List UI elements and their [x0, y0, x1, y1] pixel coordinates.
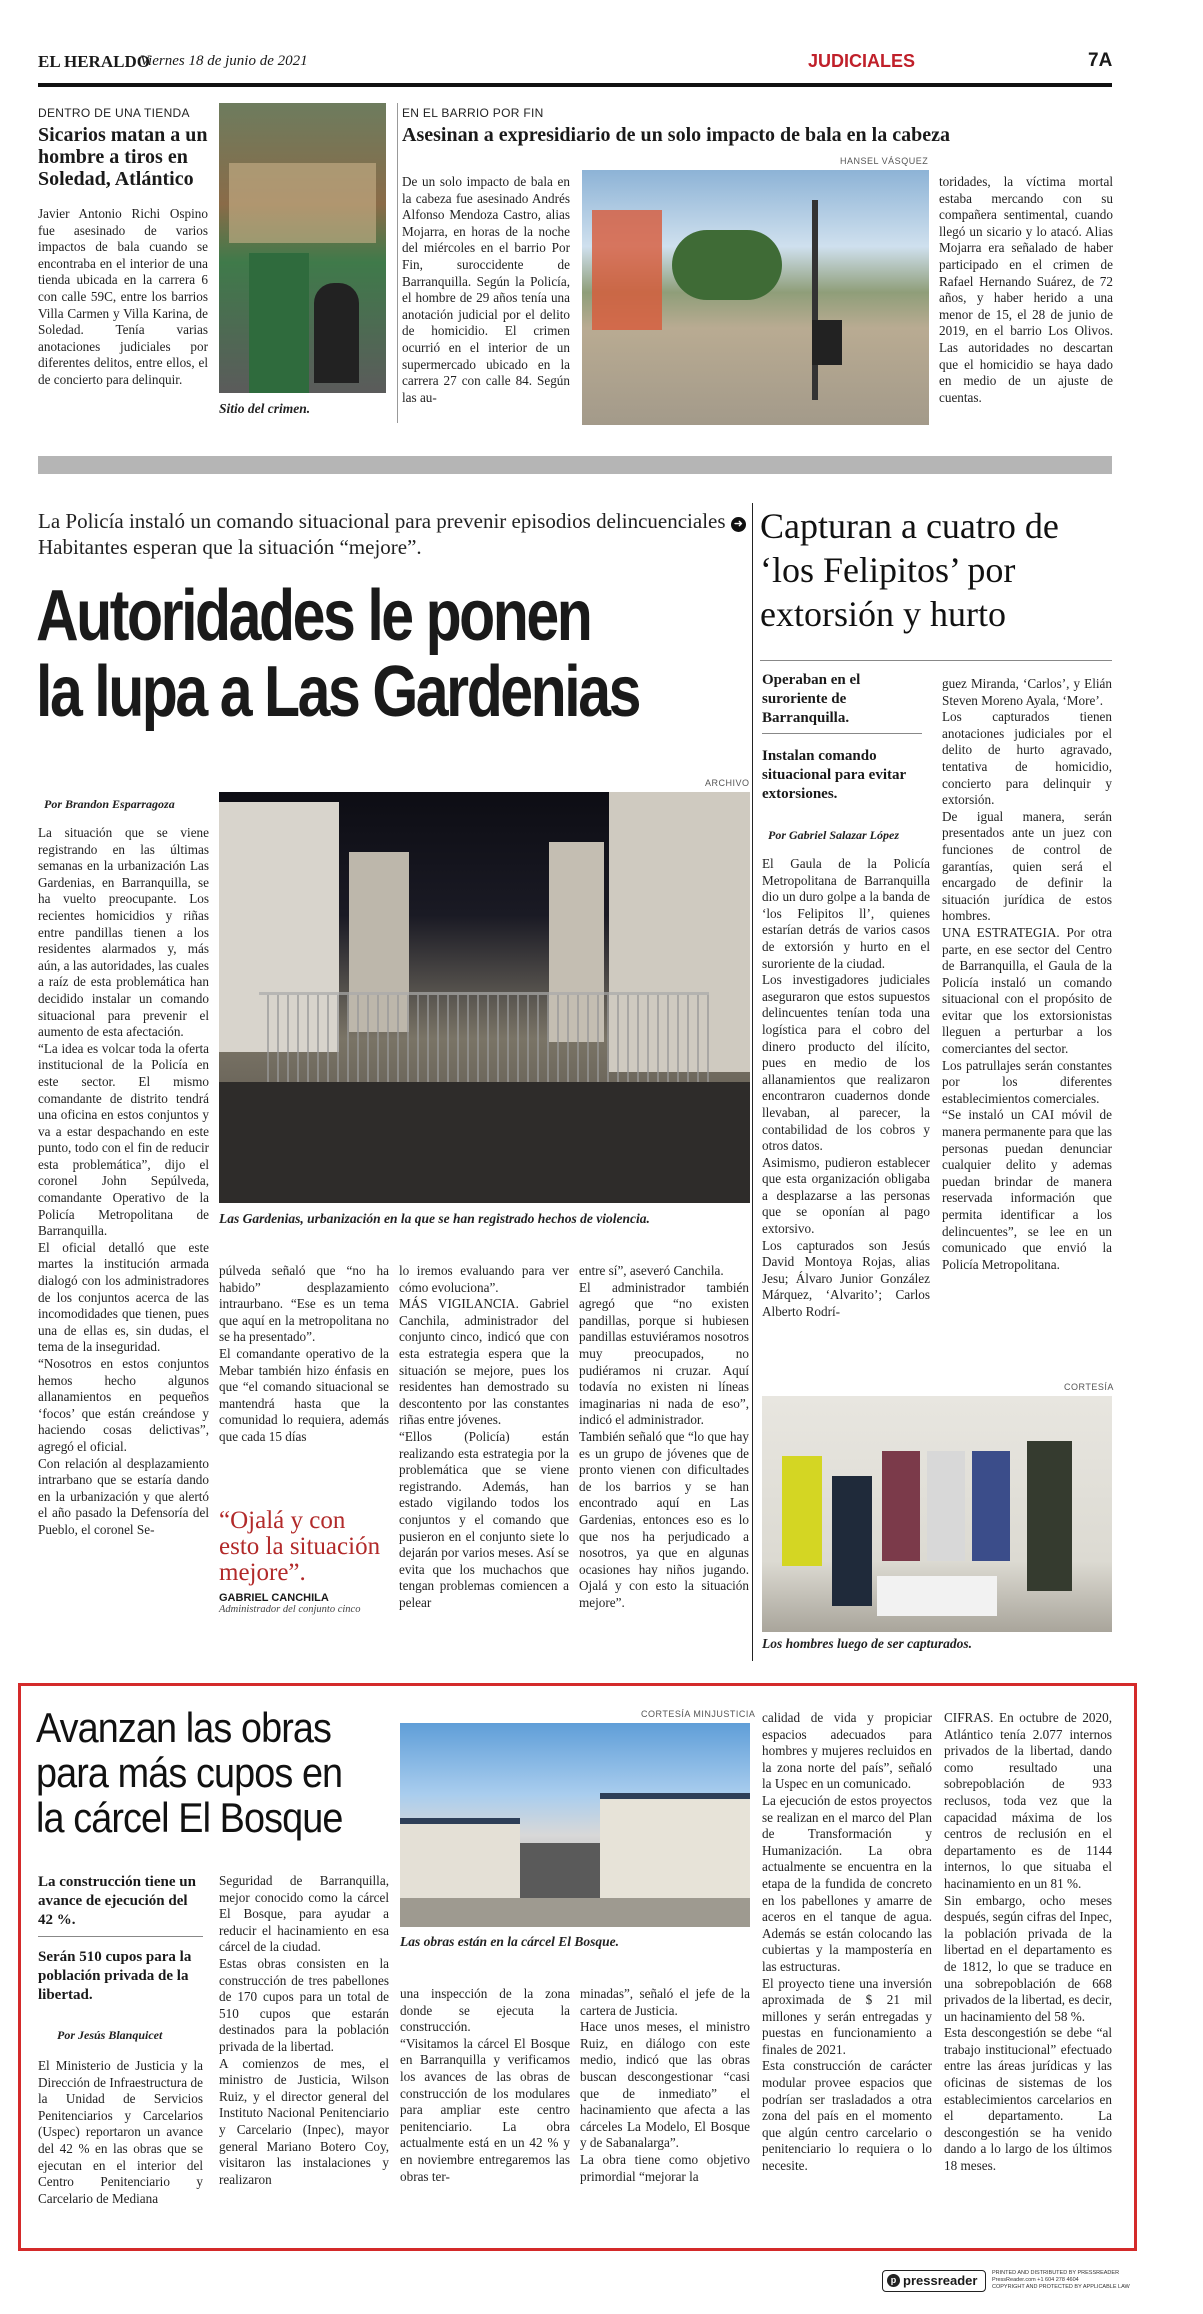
column-divider	[752, 503, 753, 1661]
bottom-col5: calidad de vida y propiciar espacios adecuados para hombres y mujeres recluidos en la zona norte del país”, señaló la Uspec en un comunicado. La ejecución de estos proyectos se realizan en el marco del Plan de Transformación y Humanización. La obra actualmente se encuentra en la etapa de la fundida de concreto en los pabellones y amarre de aceros en el tanque de agua. Además se están colocando las cubiertas y la mampostería en las estructuras. El proyecto tiene una inversión aproximada de $ 21 mil millones y serán entregadas y puestas en funcionamiento a finales de 2021. Esta construcción de carácter modular provee espacios que podrían ser trasladados a otra zona del país en el momento que algún centro carcelario o penitenciario lo requiera o lo necesite.	[762, 1710, 932, 2174]
lead-deck	[38, 508, 748, 560]
side-caption: Los hombres luego de ser capturados.	[762, 1636, 973, 1651]
column-divider	[397, 103, 398, 423]
lead-deck-part1: La Policía instaló un comando situacional para prevenir episodios delincuenciales	[38, 509, 726, 533]
footer-fineprint-line1: PRINTED AND DISTRIBUTED BY PRESSREADER	[992, 2270, 1120, 2276]
story2-headline: Asesinan a expresidiario de un solo impacto de bala en la cabeza	[402, 124, 950, 146]
pressreader-brand: pressreader	[903, 2273, 978, 2288]
lead-photo	[219, 792, 750, 1203]
page-header	[38, 50, 1112, 80]
story2-col2: toridades, la víctima mortal estaba mercando con su compañera sentimental, cuando llegó un sicario y lo atacó. Alias Mojarra era señalado de haber participado en el crimen de Rafael Hernando Suárez, de 72 años, y haber herido a una menor de 15, el 28 de junio de 2019, en el barrio Los Olivos. Las autoridades no descartan que el homicidio se haya dado en medio de un ajuste de cuentas.	[939, 174, 1113, 405]
bottom-col3: una inspección de la zona donde se ejecuta la construcción. “Visitamos la cárcel El Bosque en Barranquilla y verificamos los avances de las obras de construcción de los modulares para ampliar este centro penitenciario. La obra actualmente está en un 42 % y en noviembre entregaremos las obras ter-	[400, 1986, 570, 2184]
bottom-col2: Seguridad de Barranquilla, mejor conocido como la cárcel El Bosque, para ayudar a reducir el hacinamiento en esa cárcel de la ciudad. Estas obras consisten en la construcción de tres pabellones de 170 cupos para un total de 510 cupos que estarán destinados para la población privada de la libertad. A comienzos de mes, el ministro de Justicia, Wilson Ruiz, y el director general del Instituto Nacional Penitenciario y Carcelario (Inpec), mayor general Mariano Botero Coy, visitaron las instalaciones y realizaron	[219, 1873, 389, 2187]
arrow-circle-icon: ➜	[731, 517, 746, 532]
side-col2: guez Miranda, ‘Carlos’, y Elián Steven Moreno Ayala, ‘More’. Los capturados tienen anotaciones judiciales por el delito de hurto agravado, tentativa de homicidio, concierto para delinquir y extorsión. De igual manera, serán presentados ante un juez con funciones de control de garantías, quien será el encargado de definir la situación jurídica de estos hombres. UNA ESTRATEGIA. Por otra parte, en ese sector del Centro de Barranquilla, el Gaula de la Policía instaló un comando situacional con el propósito de evitar que los extorsionistas lleguen a perturbar a los comerciantes del sector. Los patrullajes serán constantes por los diferentes establecimientos comerciales. “Se instaló un CAI móvil de manera permanente para que las personas puedan denunciar cualquier delito y ademas puedan brindar de manera reservada información que permita identificar a los delincuentes”, se lee en un comunicado que envió la Policía Metropolitana.	[942, 676, 1112, 1272]
story1-headline: Sicarios matan a un hombre a tiros en Soledad, Atlántico	[38, 124, 208, 190]
pressreader-logo-box	[882, 2270, 986, 2292]
footer-fineprint-line2: PressReader.com +1 604 278 4604	[992, 2277, 1079, 2283]
story1-body: Javier Antonio Richi Ospino fue asesinado de varios impactos de bala cuando se encontraba en el interior de una tienda ubicada en la carrera 6 con calle 59C, entre los barrios Villa Carmen y Villa Karina, de Soledad. Tenía varias anotaciones judiciales por diferentes delitos, entre ellos, el de concierto para delinquir.	[38, 206, 208, 387]
bottom-headline: Avanzan las obras para más cupos en la cárcel El Bosque	[36, 1704, 343, 1841]
bottom-byline: Por Jesús Blanquicet	[57, 2028, 163, 2042]
lead-photo-credit: ARCHIVO	[705, 778, 750, 788]
section-band	[38, 456, 1112, 474]
story2-photo-credit: HANSEL VÁSQUEZ	[840, 156, 929, 166]
lead-headline-line1: Autoridades le ponen	[36, 576, 591, 656]
pull-quote-title: Administrador del conjunto cinco	[219, 1604, 361, 1615]
pull-quote-name: GABRIEL CANCHILA	[219, 1592, 329, 1604]
side-col1: El Gaula de la Policía Metropolitana de Barranquilla dio un duro golpe a la banda de ‘los Felipitos ll’, quienes estarían detrás de varios casos de extorsión y hurto en el suroriente de la ciudad. Los investigadores judiciales aseguraron que estos supuestos delincuentes tenían toda una logística para el cobro del dinero producto del ilícito, pues en medio de los allanamientos que realizaron encontraron cuadernos donde llevaban, al parecer, la contabilidad de los cobros y otros datos. Asimismo, pudieron establecer que esta organización obligaba a desplazarse a las personas que se oponían al pago extorsivo. Los capturados son Jesús David Montoya Rojas, alias Jesu; Álvaro Junior González Márquez, ‘Alvarito’; Carlos Alberto Rodrí-	[762, 856, 930, 1320]
pressreader-badge[interactable]	[882, 2270, 1130, 2294]
bottom-photo-credit: CORTESÍA MINJUSTICIA	[641, 1709, 756, 1719]
bottom-col4: minadas”, señaló el jefe de la cartera de Justicia. Hace unos meses, el ministro Ruiz, en diálogo con este medio, indicó que las obras buscan descongestionar “casi que de inmediato” el hacinamiento que afecta a las cárceles La Modelo, El Bosque y de Sabanalarga”. La obra tiene como objetivo primordial “mejorar la	[580, 1986, 750, 2184]
bottom-caption: Las obras están en la cárcel El Bosque.	[400, 1934, 620, 1949]
side-headline: Capturan a cuatro de ‘los Felipitos’ por extorsión y hurto	[760, 506, 1059, 634]
bottom-photo	[400, 1723, 750, 1927]
lead-col1: La situación que se viene registrando en las últimas semanas en la urbanización Las Gardenias, en Barranquilla, se ha vuelto preocupante. Los recientes homicidios y riñas entre pandillas tienen a los residentes alarmados y, más aún, a las autoridades, las cuales a raíz de esta problemática han decidido instalar un comando situacional para prevenir el aumento de esta afectación. “La idea es volcar toda la oferta institucional de la Policía en este sector. El mismo comandante de distrito tendrá una oficina en estos conjuntos y va a estar despachando en este punto, todo con el fin de reducir esta problemática”, dijo el coronel John Sepúlveda, comandante Operativo de la Policía Metropolitana de Barranquilla. El oficial detalló que este martes la institución armada dialogó con los administradores de los conjuntos acerca de las incomodidades que tienen, pues una de ellas es, sin dudas, el tema de la inseguridad. “Nosotros en estos conjuntos hemos hecho algunos allanamientos en pequeños ‘focos’ que están creándose y haciendo cosas delictivas”, agregó el oficial. Con relación al desplazamiento intrarbano que se estaría dando en la urbanización y que alertó el año pasado la Defensoría del Pueblo, el coronel Se-	[38, 825, 210, 1537]
story1-caption: Sitio del crimen.	[219, 401, 311, 416]
side-summary1: Operaban en el suroriente de Barranquilla.	[762, 672, 861, 726]
story1-kicker: DENTRO DE UNA TIENDA	[38, 106, 190, 120]
side-byline: Por Gabriel Salazar López	[768, 828, 900, 842]
footer-fineprint-line3: COPYRIGHT AND PROTECTED BY APPLICABLE LAW	[992, 2284, 1130, 2290]
story2-photo	[582, 170, 929, 425]
lead-byline: Por Brandon Esparragoza	[44, 797, 175, 811]
lead-col3: lo iremos evaluando para ver cómo evoluciona”. MÁS VIGILANCIA. Gabriel Canchila, administrador del conjunto cinco, indicó que con esta estrategia espera que la situación se mejore, pues los residentes han demostrado su descontento por las constantes riñas entre jóvenes. “Ellos (Policía) están realizando esta estrategia por la problemática que se viene registrando. Además, han estado vigilando todos los conjuntos y el comando que pusieron en el conjunto siete lo dejarán por varios meses. Así se evita que los muchachos que tengan problemas comiencen a pelear	[399, 1263, 569, 1610]
lead-col4: entre sí”, aseveró Canchila. El administrador también agregó que “no existen pandillas, porque si hubiesen pandillas estuviéramos nosotros muy preocupados, no pudiéramos ni cruzar. Aquí todavía no existen ni líneas imaginarias ni nada de eso”, indicó el administrador. También señaló que “lo que hay es un grupo de jóvenes que de pronto vienen con dificultades de los barrios y se han encontrado aquí en Las Gardenias, entonces eso es lo que nos ha perjudicado a nosotros, ya que en algunas ocasiones hay niños jugando. Ojalá y con esto la situación mejore”.	[579, 1263, 749, 1610]
side-photo-credit: CORTESÍA	[1064, 1382, 1114, 1392]
lead-headline	[36, 576, 639, 732]
page-number: 7A	[1088, 50, 1113, 71]
bottom-summary2: Serán 510 cupos para la población privada de la libertad.	[38, 1949, 192, 2003]
masthead: EL HERALDO	[38, 52, 150, 71]
bottom-col6: CIFRAS. En octubre de 2020, Atlántico tenía 2.077 internos privados de la libertad, dando como resultado una sobrepoblación de 933 reclusos, toda vez que la capacidad máxima de los centros de reclusión en el departamento es de 1144 internos, lo que situaba el hacinamiento en un 81 %. Sin embargo, ocho meses después, según cifras del Inpec, la población privada de la libertad en el departamento es de 1812, lo que se traduce en una sobrepoblación de 668 privados de la libertad, es decir, un hacinamiento del 58 %. Esta descongestión se debe “al trabajo institucional” efectuado entre las áreas jurídicas y las oficinas de sistemas de los establecimientos carcelarios en el departamento. La descongestión se ha venido dando a lo largo de los últimos 18 meses.	[944, 1710, 1112, 2174]
bottom-summary-rule	[38, 1936, 203, 1937]
section-name: JUDICIALES	[808, 51, 916, 71]
lead-pull-quote	[219, 1508, 389, 1615]
story1-photo	[219, 103, 386, 393]
bottom-col1: El Ministerio de Justicia y la Dirección de Infraestructura de la Unidad de Servicios Penitenciarios y Carcelarios (Uspec) reportaron un avance del 42 % en las obras que se ejecutan en el interior del Centro Penitenciario y Carcelario de Mediana	[38, 2058, 203, 2206]
story2-kicker: EN EL BARRIO POR FIN	[402, 106, 544, 120]
footer-fineprint	[992, 2270, 1130, 2291]
lead-caption: Las Gardenias, urbanización en la que se han registrado hechos de violencia.	[219, 1211, 650, 1226]
story2-col1: De un solo impacto de bala en la cabeza fue asesinado Andrés Alfonso Mendoza Castro, alias Mojarra, en horas de la noche del miércoles en el barrio Por Fin, suroccidente de Barranquilla. Según la Policía, el hombre de 29 años tenía una anotación judicial por el delito de homicidio. El crimen ocurrió en el interior de un supermercado ubicado en la carrera 27 con calle 84. Según las au-	[402, 174, 570, 405]
lead-deck-part2: Habitantes esperan que la situación “mejore”.	[38, 535, 422, 559]
side-photo	[762, 1396, 1112, 1632]
bottom-summary1: La construcción tiene un avance de ejecución del 42 %.	[38, 1874, 196, 1928]
pressreader-icon: p	[887, 2274, 900, 2287]
side-rule	[760, 660, 1112, 661]
pull-quote-text: “Ojalá y con esto la situación mejore”.	[219, 1507, 381, 1586]
lead-col2: púlveda señaló que “no ha habido” desplazamiento intraurbano. “Ese es un tema que aquí en la metropolitana no se ha presentado”. El comandante operativo de la Mebar también hizo énfasis en que “el comando situacional se mantendrá hasta que la comunidad lo requiera, además que cada 15 días	[219, 1263, 389, 1444]
header-rule	[38, 83, 1112, 87]
side-summary-rule	[762, 733, 922, 734]
issue-date: Viernes 18 de junio de 2021	[140, 53, 308, 69]
side-summary2: Instalan comando situacional para evitar extorsiones.	[762, 748, 906, 802]
lead-headline-line2: la lupa a Las Gardenias	[36, 652, 639, 732]
